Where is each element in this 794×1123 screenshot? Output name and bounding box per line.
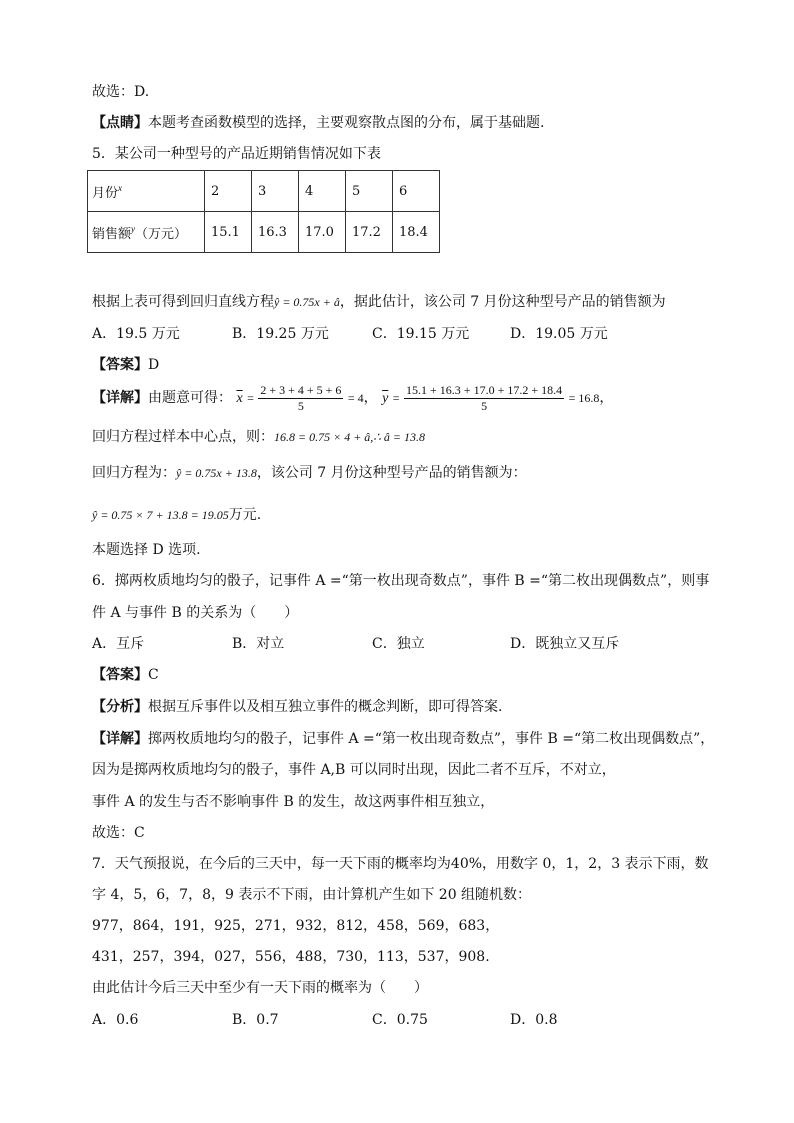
q6-option-c: C．独立 [372, 636, 425, 652]
q6-choose: 故选：C [92, 825, 145, 841]
q5-answer: 【答案】D [92, 357, 160, 373]
table-cell: 17.2 [346, 212, 393, 253]
x-bar: $\overline{x}$ [236, 391, 243, 406]
q7-stem-1: 7．天气预报说，在今后的三天中，每一天下雨的概率均为40%，用数字 0，1，2，3 表示下雨，数 [92, 856, 709, 872]
table-header-sales: 销售额$^y$（万元） [88, 212, 205, 253]
q7-option-b: B．0.7 [232, 1012, 279, 1028]
table-header-month: 月份$^x$ [88, 171, 205, 212]
q5-option-c: C．19.15 万元 [372, 326, 470, 342]
q5-question: 根据上表可得到回归直线方程ŷ = 0.75x + â，据此估计，该公司 7 月份这种型号产品的销售额为 [92, 294, 666, 310]
table-cell: 3 [252, 171, 299, 212]
q5-choose: 本题选择 D 选项. [92, 542, 201, 558]
y-bar: $\overline{y}$ [382, 391, 389, 406]
q7-numbers-2: 431，257，394，027，556，488，730，113，537，908. [92, 949, 490, 965]
q6-stem-1: 6．掷两枚质地均匀的骰子，记事件 A =“第一枚出现奇数点”，事件 B =“第二枚出现偶数点”，则事 [92, 573, 710, 589]
q5-stem: 5．某公司一种型号的产品近期销售情况如下表 [92, 146, 381, 162]
table-cell: 4 [299, 171, 346, 212]
table-cell: 18.4 [393, 212, 440, 253]
q7-option-c: C．0.75 [372, 1012, 428, 1028]
q6-option-d: D．既独立又互斥 [510, 636, 620, 652]
q6-analysis: 【分析】根据互斥事件以及相互独立事件的概念判断，即可得答案. [92, 699, 503, 715]
table-cell: 16.3 [252, 212, 299, 253]
table-cell: 15.1 [205, 212, 252, 253]
q7-numbers-1: 977，864，191，925，271，932，812，458，569，683， [92, 918, 500, 934]
q5-detail: 【详解】由题意可得： $\overline{x}$ = $\frac{2 + 3 + 4 + 5 + 6}{5}$ = 4， $\overline{y}$ = $\frac{15.1 + 16.3 + 17.0 + 17.2 + 18.4}{5}$ = 16.8， [92, 382, 614, 413]
q5-option-b: B．19.25 万元 [232, 326, 329, 342]
q7-option-d: D．0.8 [510, 1012, 558, 1028]
xbar-fraction: $\frac{2 + 3 + 4 + 5 + 6}{5}$ [260, 382, 342, 413]
q7-stem-2: 字 4，5，6，7，8，9 表示不下雨，由计算机产生如下 20 组随机数： [92, 887, 532, 903]
q6-option-a: A．互斥 [92, 636, 145, 652]
comment-tag: 【点睛】 [92, 115, 148, 131]
q7-question: 由此估计今后三天中至少有一天下雨的概率为（ ） [92, 980, 428, 996]
prev-answer-line: 故选：D. [92, 84, 150, 100]
q5-center: 回归方程过样本中心点，则：16.8 = 0.75 × 4 + â,∴ â = 13.8 [92, 429, 426, 445]
q6-answer: 【答案】C [92, 667, 159, 683]
q5-calc: ŷ = 0.75 × 7 + 13.8 = 19.05万元. [92, 507, 262, 523]
prev-comment [92, 113, 544, 133]
table-row [88, 212, 440, 253]
q7-option-a: A．0.6 [92, 1012, 139, 1028]
table-cell: 5 [346, 171, 393, 212]
q6-detail-2: 因为是掷两枚质地均匀的骰子，事件 A,B 可以同时出现，因此二者不互斥，不对立， [92, 762, 616, 778]
comment-text: 本题考查函数模型的选择，主要观察散点图的分布，属于基础题. [148, 115, 545, 131]
q5-equation: 回归方程为：ŷ = 0.75x + 13.8，该公司 7 月份这种型号产品的销售额为： [92, 465, 527, 481]
sales-table [87, 170, 440, 253]
ybar-fraction: $\frac{15.1 + 16.3 + 17.0 + 17.2 + 18.4}{5}$ [406, 382, 563, 413]
q6-detail-1: 【详解】掷两枚质地均匀的骰子，记事件 A =“第一枚出现奇数点”，事件 B =“第二枚出现偶数点”， [92, 731, 715, 747]
q5-option-a: A．19.5 万元 [92, 326, 180, 342]
q6-stem-2: 件 A 与事件 B 的关系为（ ） [92, 605, 299, 621]
table-cell: 6 [393, 171, 440, 212]
table-row [88, 171, 440, 212]
q5-option-d: D．19.05 万元 [510, 326, 608, 342]
table-cell: 17.0 [299, 212, 346, 253]
q6-detail-3: 事件 A 的发生与否不影响事件 B 的发生，故这两事件相互独立， [92, 794, 495, 810]
q6-option-b: B．对立 [232, 636, 285, 652]
regression-equation: ŷ = 0.75x + â [274, 295, 340, 309]
table-cell: 2 [205, 171, 252, 212]
